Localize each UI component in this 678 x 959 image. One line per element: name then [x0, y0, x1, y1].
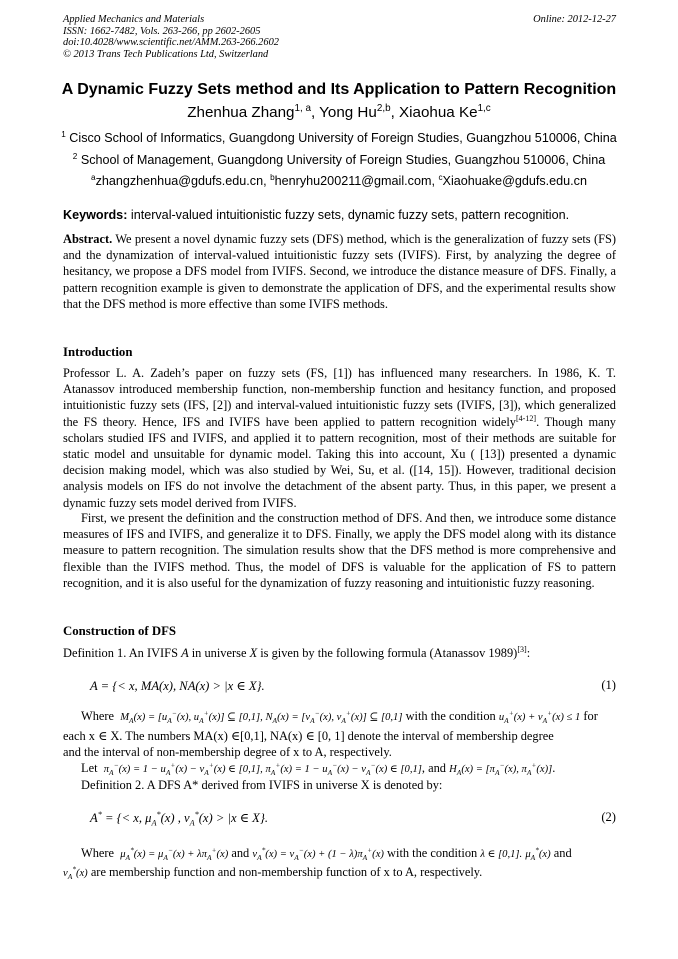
math-symbol: X — [249, 646, 258, 660]
abstract — [63, 231, 616, 312]
let-label: Let — [81, 761, 98, 775]
dynamic-nonmembership-formula: $v_A^*(x) = v_A^-(x) + (1 - \lambda)\pi_A^+(x)$ — [252, 845, 384, 863]
equation-body: A = {< x, MA(x), NA(x) > |x ∈ X}. — [90, 679, 265, 693]
v-star-symbol: $v_A^*(x)$ — [63, 864, 88, 882]
definition-1 — [63, 645, 616, 661]
let-line: Let $\pi_A^-(x) = 1 - u_A^+(x) - v_A^+(x)$ ∈ [0,1], $\pi_A^+(x) = 1 - u_A^-(x) - v_A^-(x)$ ∈ [0,1], and $H_A(x) = [\pi_A^-(x)$, $\pi_A^+(x)$]. — [81, 760, 556, 778]
and-line: and the interval of non-membership degree of x to A, respectively. — [63, 745, 392, 759]
math-symbol: A — [181, 646, 189, 660]
last-line-text: are membership function and non-membership function of x to A, respectively. — [90, 865, 483, 879]
issn-line: ISSN: 1662-7482, Vols. 263-266, pp 2602-2605 — [63, 25, 261, 37]
construction-heading: Construction of DFS — [63, 624, 177, 638]
author-affil: 1,c — [477, 102, 491, 114]
lambda-condition: λ ∈ [0,1]. — [480, 849, 523, 860]
and-text: , and — [421, 761, 447, 775]
intro-text: . Though many scholars studied IFS and IVIFS, and applied it to pattern recognition, most of their methods are suitable for static model and unsuitable for dynamic model. Taking this into account, Xu ( [13]) presented a dynamic decision making model, which was also studied by Wei, Su, et al. ([14, 15]). However, traditional decision analysis models on IFS do not involve the detachment of the absent party. Thus, in this paper, we present a dynamic fuzzy sets model derived from IVIFS. — [63, 414, 616, 510]
intro-paragraph-2: First, we present the definition and the construction method of DFS. And then, we introduce some distance measures of IFS and IVIFS, and generalize it to DFS. Finally, we apply the DFS model along with its distance measure to pattern recognition. The simulation results show that the DFS method is more comprehensive and flexible than the IVIFS method. Thus, the model of DFS is valuable for the application of FS to pattern recognition, and it is also useful for the dynamization of fuzzy reasoning and intuitionistic fuzzy reasoning. — [63, 511, 616, 590]
where-label: Where — [81, 709, 115, 723]
affiliation-1 — [0, 131, 678, 145]
dynamic-membership-formula: $\mu_A^*(x) = \mu_A^-(x) + \lambda\pi_A^+(x)$ — [120, 845, 229, 863]
online-date: Online: 2012-12-27 — [533, 14, 616, 25]
email-address[interactable]: henryhu200211@gmail.com, — [274, 174, 439, 188]
citation: [4-12] — [515, 413, 537, 423]
author-affil: 1, a — [294, 102, 311, 114]
equation-number: (1) — [601, 678, 616, 692]
and-text: and — [231, 846, 250, 860]
affil-text: School of Management, Guangdong University of Foreign Studies, Guangzhou 510006, China — [80, 153, 606, 167]
intro-paragraph-1 — [63, 365, 616, 511]
affil-text: Cisco School of Informatics, Guangdong University of Foreign Studies, Guangzhou 510006, China — [69, 131, 617, 145]
intro-heading: Introduction — [63, 345, 133, 359]
where-paragraph-2 — [63, 845, 616, 863]
email-address[interactable]: Xiaohuake@gdufs.edu.cn — [442, 174, 587, 188]
author-list — [0, 104, 678, 121]
each-line: each x ∈ X. The numbers MA(x) ∈[0,1], NA(x) ∈ [0, 1] denote the interval of membership degree — [63, 729, 554, 743]
email-marker: c — [438, 172, 443, 182]
equation-number: (2) — [601, 810, 616, 824]
author-name: Zhenhua Zhang — [187, 104, 295, 121]
equation-1 — [90, 678, 616, 694]
email-address[interactable]: zhangzhenhua@gdufs.edu.cn, — [95, 174, 271, 188]
condition-text: with the condition — [387, 846, 478, 860]
def-text: Definition 1. An IVIFS — [63, 646, 182, 660]
affil-number: 1 — [61, 129, 66, 139]
and-text: and — [553, 846, 572, 860]
condition-text: with the condition — [405, 709, 496, 723]
paper-title: A Dynamic Fuzzy Sets method and Its Application to Pattern Recognition — [61, 81, 617, 98]
equation-2 — [90, 810, 616, 826]
email-marker: b — [270, 172, 275, 182]
keywords-label: Keywords: — [63, 208, 128, 222]
keywords — [63, 208, 616, 222]
condition-formula: $u_A^+(x) + v_A^+(x) \le 1$ — [498, 708, 581, 726]
journal-header — [63, 14, 616, 60]
where-label: Where — [81, 846, 115, 860]
citation: [3] — [517, 644, 527, 654]
journal-name: Applied Mechanics and Materials — [63, 14, 205, 25]
mu-star-symbol: $\mu_A^*(x)$ — [525, 845, 551, 863]
email-line — [0, 174, 678, 188]
membership-interval-formula: $M_A(x) = [u_A^-(x)$, $u_A^+(x)$] ⊆ [0,1], $N_A(x) = [v_A^-(x)$, $v_A^+(x)$] ⊆ [0,1] — [120, 708, 403, 726]
abstract-text: We present a novel dynamic fuzzy sets (DFS) method, which is the generalization of fuzzy sets (FS) and the dynamization of interval-valued intuitionistic fuzzy sets (IVIFS). First, by analyzing the degree of hesitancy, we propose a DFS model from IVIFS. Second, we introduce the distance measure of DFS. Finally, a pattern recognition example is given to demonstrate the application of DFS, and the experimental results show that the DFS method is more effective than some IVIFS methods. — [63, 232, 616, 311]
author-name: , Yong Hu — [310, 104, 377, 121]
abstract-label: Abstract. — [63, 232, 113, 246]
def-text: : — [526, 646, 531, 660]
def-text: in universe — [188, 646, 250, 660]
author-name: , Xiaohua Ke — [390, 104, 478, 121]
doi-line: doi:10.4028/www.scientific.net/AMM.263-266.2602 — [63, 37, 279, 49]
hesitancy-formula: $\pi_A^-(x) = 1 - u_A^+(x) - v_A^+(x)$ ∈ [0,1], $\pi_A^+(x) = 1 - u_A^-(x) - v_A^-(x)$ ∈ [0,1] — [103, 760, 422, 778]
copyright-line: © 2013 Trans Tech Publications Ltd, Switzerland — [63, 48, 269, 60]
where-paragraph — [63, 708, 616, 726]
intro-text: Professor L. A. Zadeh’s paper on fuzzy sets (FS, [1]) has influenced many researchers. In 1986, K. T. Atanassov introduced membership function, non-membership function and hesitancy function, and proposed intuitionistic fuzzy sets (IFS, [2]) and interval-valued intuitionistic fuzzy sets (IVIFS, [3]), which generalized the FS theory. Hence, IFS and IVIFS have been applied to pattern recognition widely — [63, 366, 616, 429]
def-text: is given by the following formula (Atanassov 1989) — [257, 646, 518, 660]
affil-number: 2 — [72, 151, 78, 161]
last-line — [63, 864, 616, 882]
affiliation-2 — [0, 153, 678, 167]
definition-2: Definition 2. A DFS A* derived from IVIFS in universe X is denoted by: — [81, 778, 443, 792]
equation-body: A* = {< x, $\mu_A^*(x)$ , $v_A^*(x) > |x$ ∈ X}. — [90, 809, 269, 828]
email-marker: a — [91, 172, 96, 182]
author-affil: 2,b — [376, 102, 391, 114]
hesitancy-interval-formula: $H_A(x) = [\pi_A^-(x)$, $\pi_A^+(x)$] — [449, 760, 553, 778]
keywords-text: interval-valued intuitionistic fuzzy sets, dynamic fuzzy sets, pattern recognition. — [127, 208, 570, 222]
for-text: for — [583, 709, 598, 723]
